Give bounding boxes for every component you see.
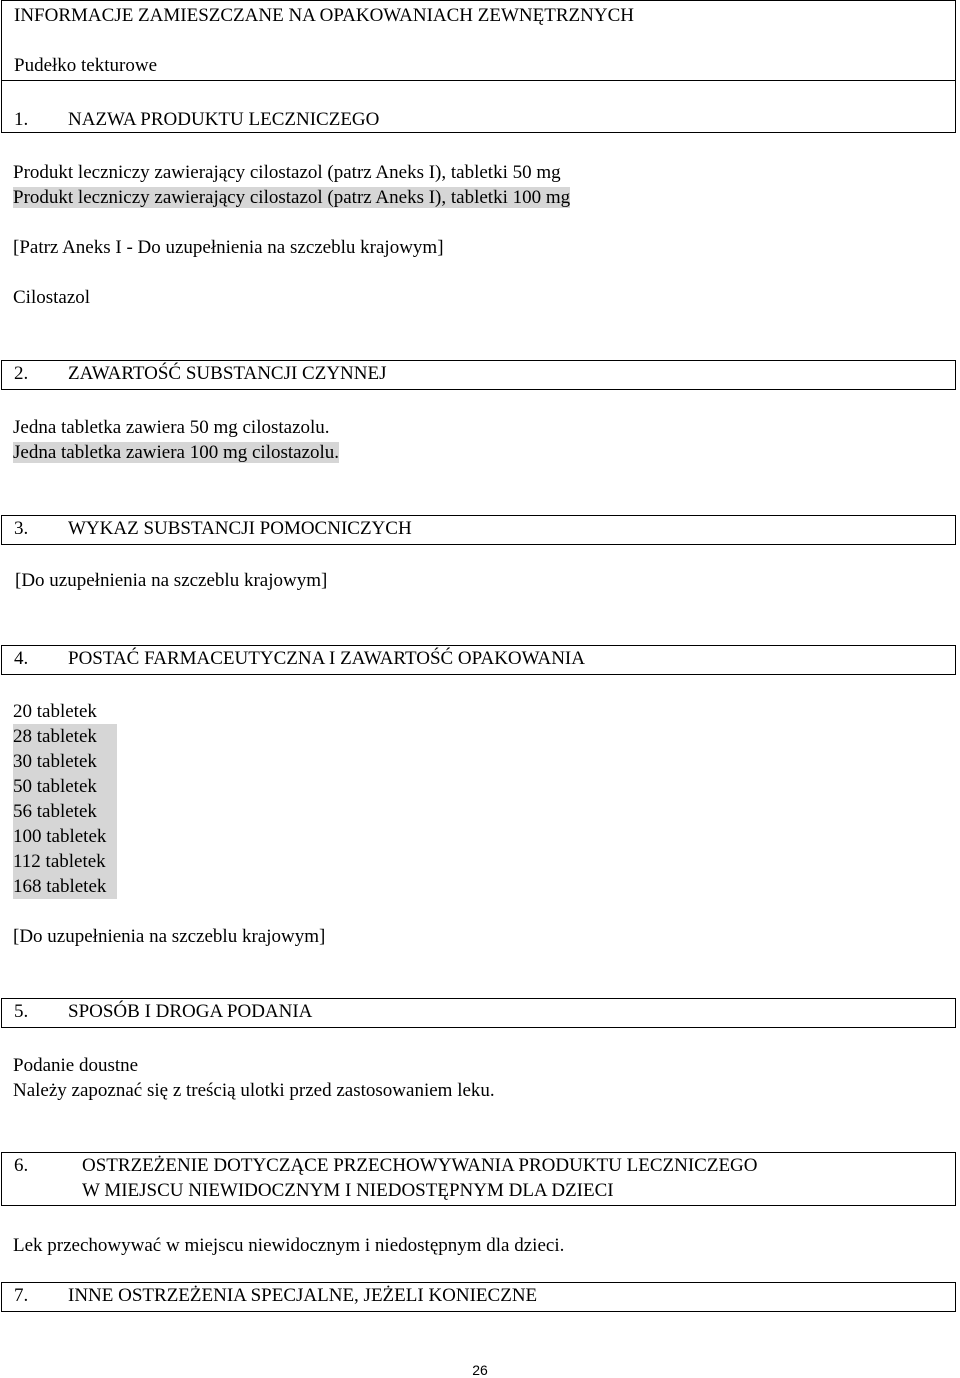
document-title: INFORMACJE ZAMIESZCZANE NA OPAKOWANIACH ZEWNĘTRZNYCH — [14, 5, 634, 26]
section-5-title: SPOSÓB I DROGA PODANIA — [68, 1001, 313, 1022]
section-5-heading — [14, 1001, 312, 1023]
pack-note: [Do uzupełnienia na szczeblu krajowym] — [13, 926, 326, 947]
pack-size: 30 tabletek — [13, 749, 117, 774]
section-5-box — [1, 998, 956, 1028]
section-7-box — [1, 1282, 956, 1312]
route-line: Podanie doustne — [13, 1055, 139, 1076]
section-1-title: NAZWA PRODUKTU LECZNICZEGO — [68, 109, 380, 130]
product-line-100 — [13, 185, 570, 210]
divider — [1, 80, 956, 81]
section-3-number: 3. — [14, 518, 29, 539]
content-line-50: Jedna tabletka zawiera 50 mg cilostazolu. — [13, 417, 330, 438]
section-1-heading — [14, 109, 379, 131]
section-7-number: 7. — [14, 1285, 29, 1306]
section-4-box — [1, 645, 956, 675]
section-4-number: 4. — [14, 648, 29, 669]
content-line-100-text: Jedna tabletka zawiera 100 mg cilostazolu. — [13, 442, 340, 463]
content-line-100 — [13, 440, 339, 465]
section-3-title: WYKAZ SUBSTANCJI POMOCNICZYCH — [68, 518, 412, 539]
excipients-note: [Do uzupełnienia na szczeblu krajowym] — [15, 570, 328, 591]
section-7-heading — [14, 1285, 537, 1307]
product-line-100-text: Produkt leczniczy zawierający cilostazol (patrz Aneks I), tabletki 100 mg — [13, 187, 571, 208]
section-4-heading — [14, 648, 585, 670]
pack-size: 28 tabletek — [13, 724, 117, 749]
pack-size: 168 tabletek — [13, 874, 117, 899]
substance-name: Cilostazol — [13, 287, 91, 308]
storage-warning: Lek przechowywać w miejscu niewidocznym i niedostępnym dla dzieci. — [13, 1235, 565, 1256]
section-6-box — [1, 1152, 956, 1206]
section-3-box — [1, 515, 956, 545]
document-subtitle: Pudełko tekturowe — [14, 55, 158, 76]
section-4-title: POSTAĆ FARMACEUTYCZNA I ZAWARTOŚĆ OPAKOWANIA — [68, 648, 585, 669]
section-6-title-line2: W MIEJSCU NIEWIDOCZNYM I NIEDOSTĘPNYM DLA DZIECI — [82, 1180, 614, 1201]
section-2-number: 2. — [14, 363, 29, 384]
pack-size: 50 tabletek — [13, 774, 117, 799]
section-6-heading-line2 — [14, 1180, 614, 1202]
page-number: 26 — [472, 1362, 488, 1378]
section-6-title-line1: OSTRZEŻENIE DOTYCZĄCE PRZECHOWYWANIA PRODUKTU LECZNICZEGO — [82, 1155, 758, 1176]
section-3-heading — [14, 518, 412, 540]
section-6-heading-line1 — [14, 1155, 758, 1177]
section-6-number: 6. — [14, 1155, 29, 1176]
pack-size: 112 tabletek — [13, 849, 117, 874]
section-2-heading — [14, 363, 387, 385]
product-line-50: Produkt leczniczy zawierający cilostazol (patrz Aneks I), tabletki 50 mg — [13, 162, 561, 183]
section-2-box — [1, 360, 956, 390]
pack-size: 100 tabletek — [13, 824, 117, 849]
pack-size: 20 tabletek — [13, 701, 97, 722]
leaflet-instruction: Należy zapoznać się z treścią ulotki przed zastosowaniem leku. — [13, 1080, 495, 1101]
section-5-number: 5. — [14, 1001, 29, 1022]
national-note: [Patrz Aneks I - Do uzupełnienia na szczeblu krajowym] — [13, 237, 444, 258]
section-2-title: ZAWARTOŚĆ SUBSTANCJI CZYNNEJ — [68, 363, 387, 384]
pack-size: 56 tabletek — [13, 799, 117, 824]
section-7-title: INNE OSTRZEŻENIA SPECJALNE, JEŻELI KONIECZNE — [68, 1285, 538, 1306]
section-1-number: 1. — [14, 109, 29, 130]
header-box — [1, 0, 956, 133]
